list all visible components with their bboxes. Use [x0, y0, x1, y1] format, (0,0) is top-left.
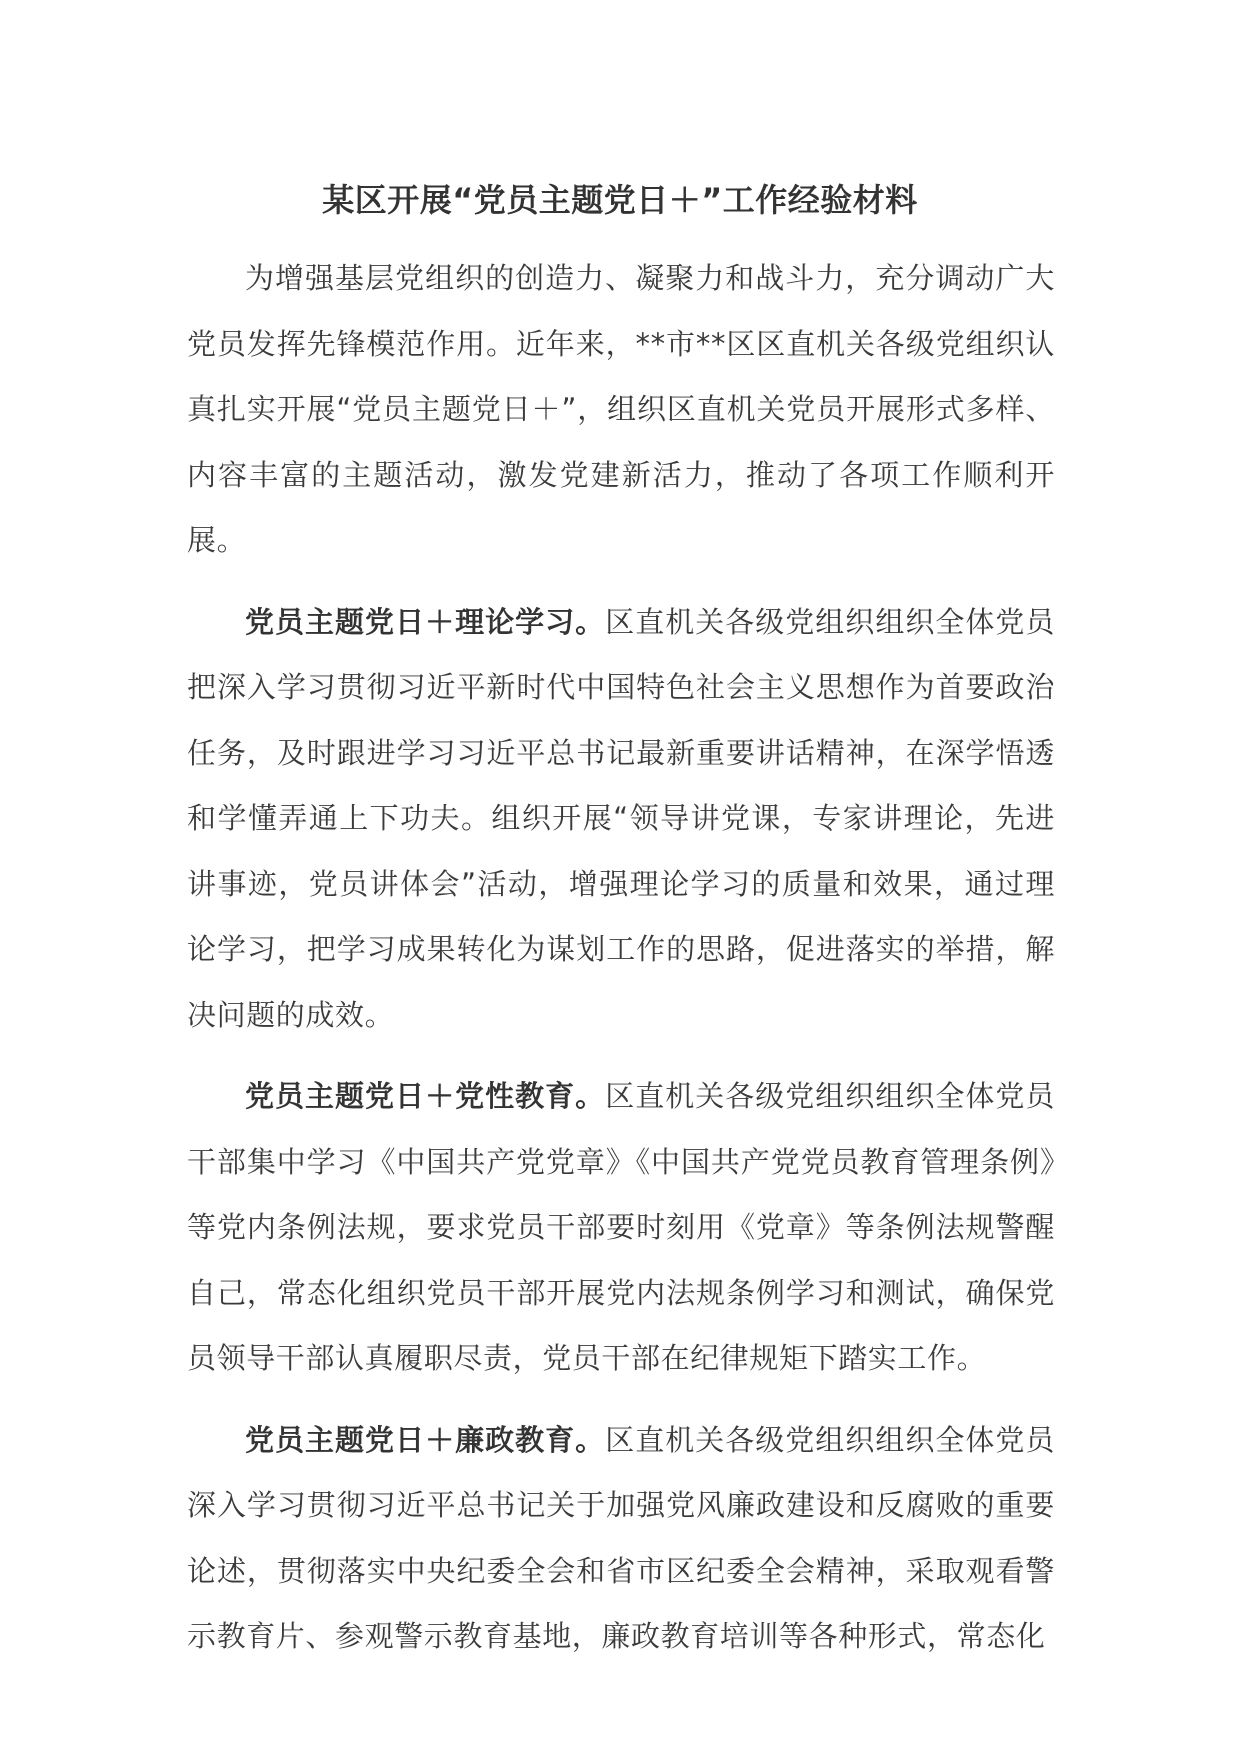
document-title: 某区开展“党员主题党日＋”工作经验材料	[322, 181, 918, 219]
paragraph-intro	[187, 246, 1055, 574]
paragraph-lead: 党员主题党日＋党性教育。	[245, 1079, 606, 1113]
paragraph-lead: 党员主题党日＋理论学习。	[245, 604, 606, 639]
paragraph-text: 为增强基层党组织的创造力、凝聚力和战斗力，充分调动广大党员发挥先锋模范作用。近年来，**市**区区直机关各级党组织认真扎实开展“党员主题党日＋”，组织区直机关党员开展形式多样、内容丰富的主题活动，激发党建新活力，推动了各项工作顺利开展。	[187, 261, 1055, 557]
paragraph-text: 区直机关各级党组织组织全体党员把深入学习贯彻习近平新时代中国特色社会主义思想作为首要政治任务，及时跟进学习习近平总书记最新重要讲话精神，在深学悟透和学懂弄通上下功夫。组织开展“领导讲党课，专家讲理论，先进讲事迹，党员讲体会”活动，增强理论学习的质量和效果，通过理论学习，把学习成果转化为谋划工作的思路，促进落实的举措，解决问题的成效。	[187, 604, 1055, 1032]
paragraph-text: 区直机关各级党组织组织全体党员干部集中学习《中国共产党党章》《中国共产党党员教育管理条例》等党内条例法规，要求党员干部要时刻用《党章》等条例法规警醒自己，常态化组织党员干部开展党内法规条例学习和测试，确保党员领导干部认真履职尽责，党员干部在纪律规矩下踏实工作。	[187, 1079, 1055, 1375]
document-body	[187, 246, 1055, 1686]
paragraph-party-education	[187, 1064, 1055, 1392]
paragraph-lead: 党员主题党日＋廉政教育。	[245, 1422, 606, 1457]
paragraph-text: 区直机关各级党组织组织全体党员深入学习贯彻习近平总书记关于加强党风廉政建设和反腐败的重要论述，贯彻落实中央纪委全会和省市区纪委全会精神，采取观看警示教育片、参观警示教育基地，廉政教育培训等各种形式，常态化	[187, 1422, 1055, 1653]
paragraph-theory-study	[187, 590, 1055, 1049]
paragraph-integrity-education	[187, 1408, 1055, 1670]
